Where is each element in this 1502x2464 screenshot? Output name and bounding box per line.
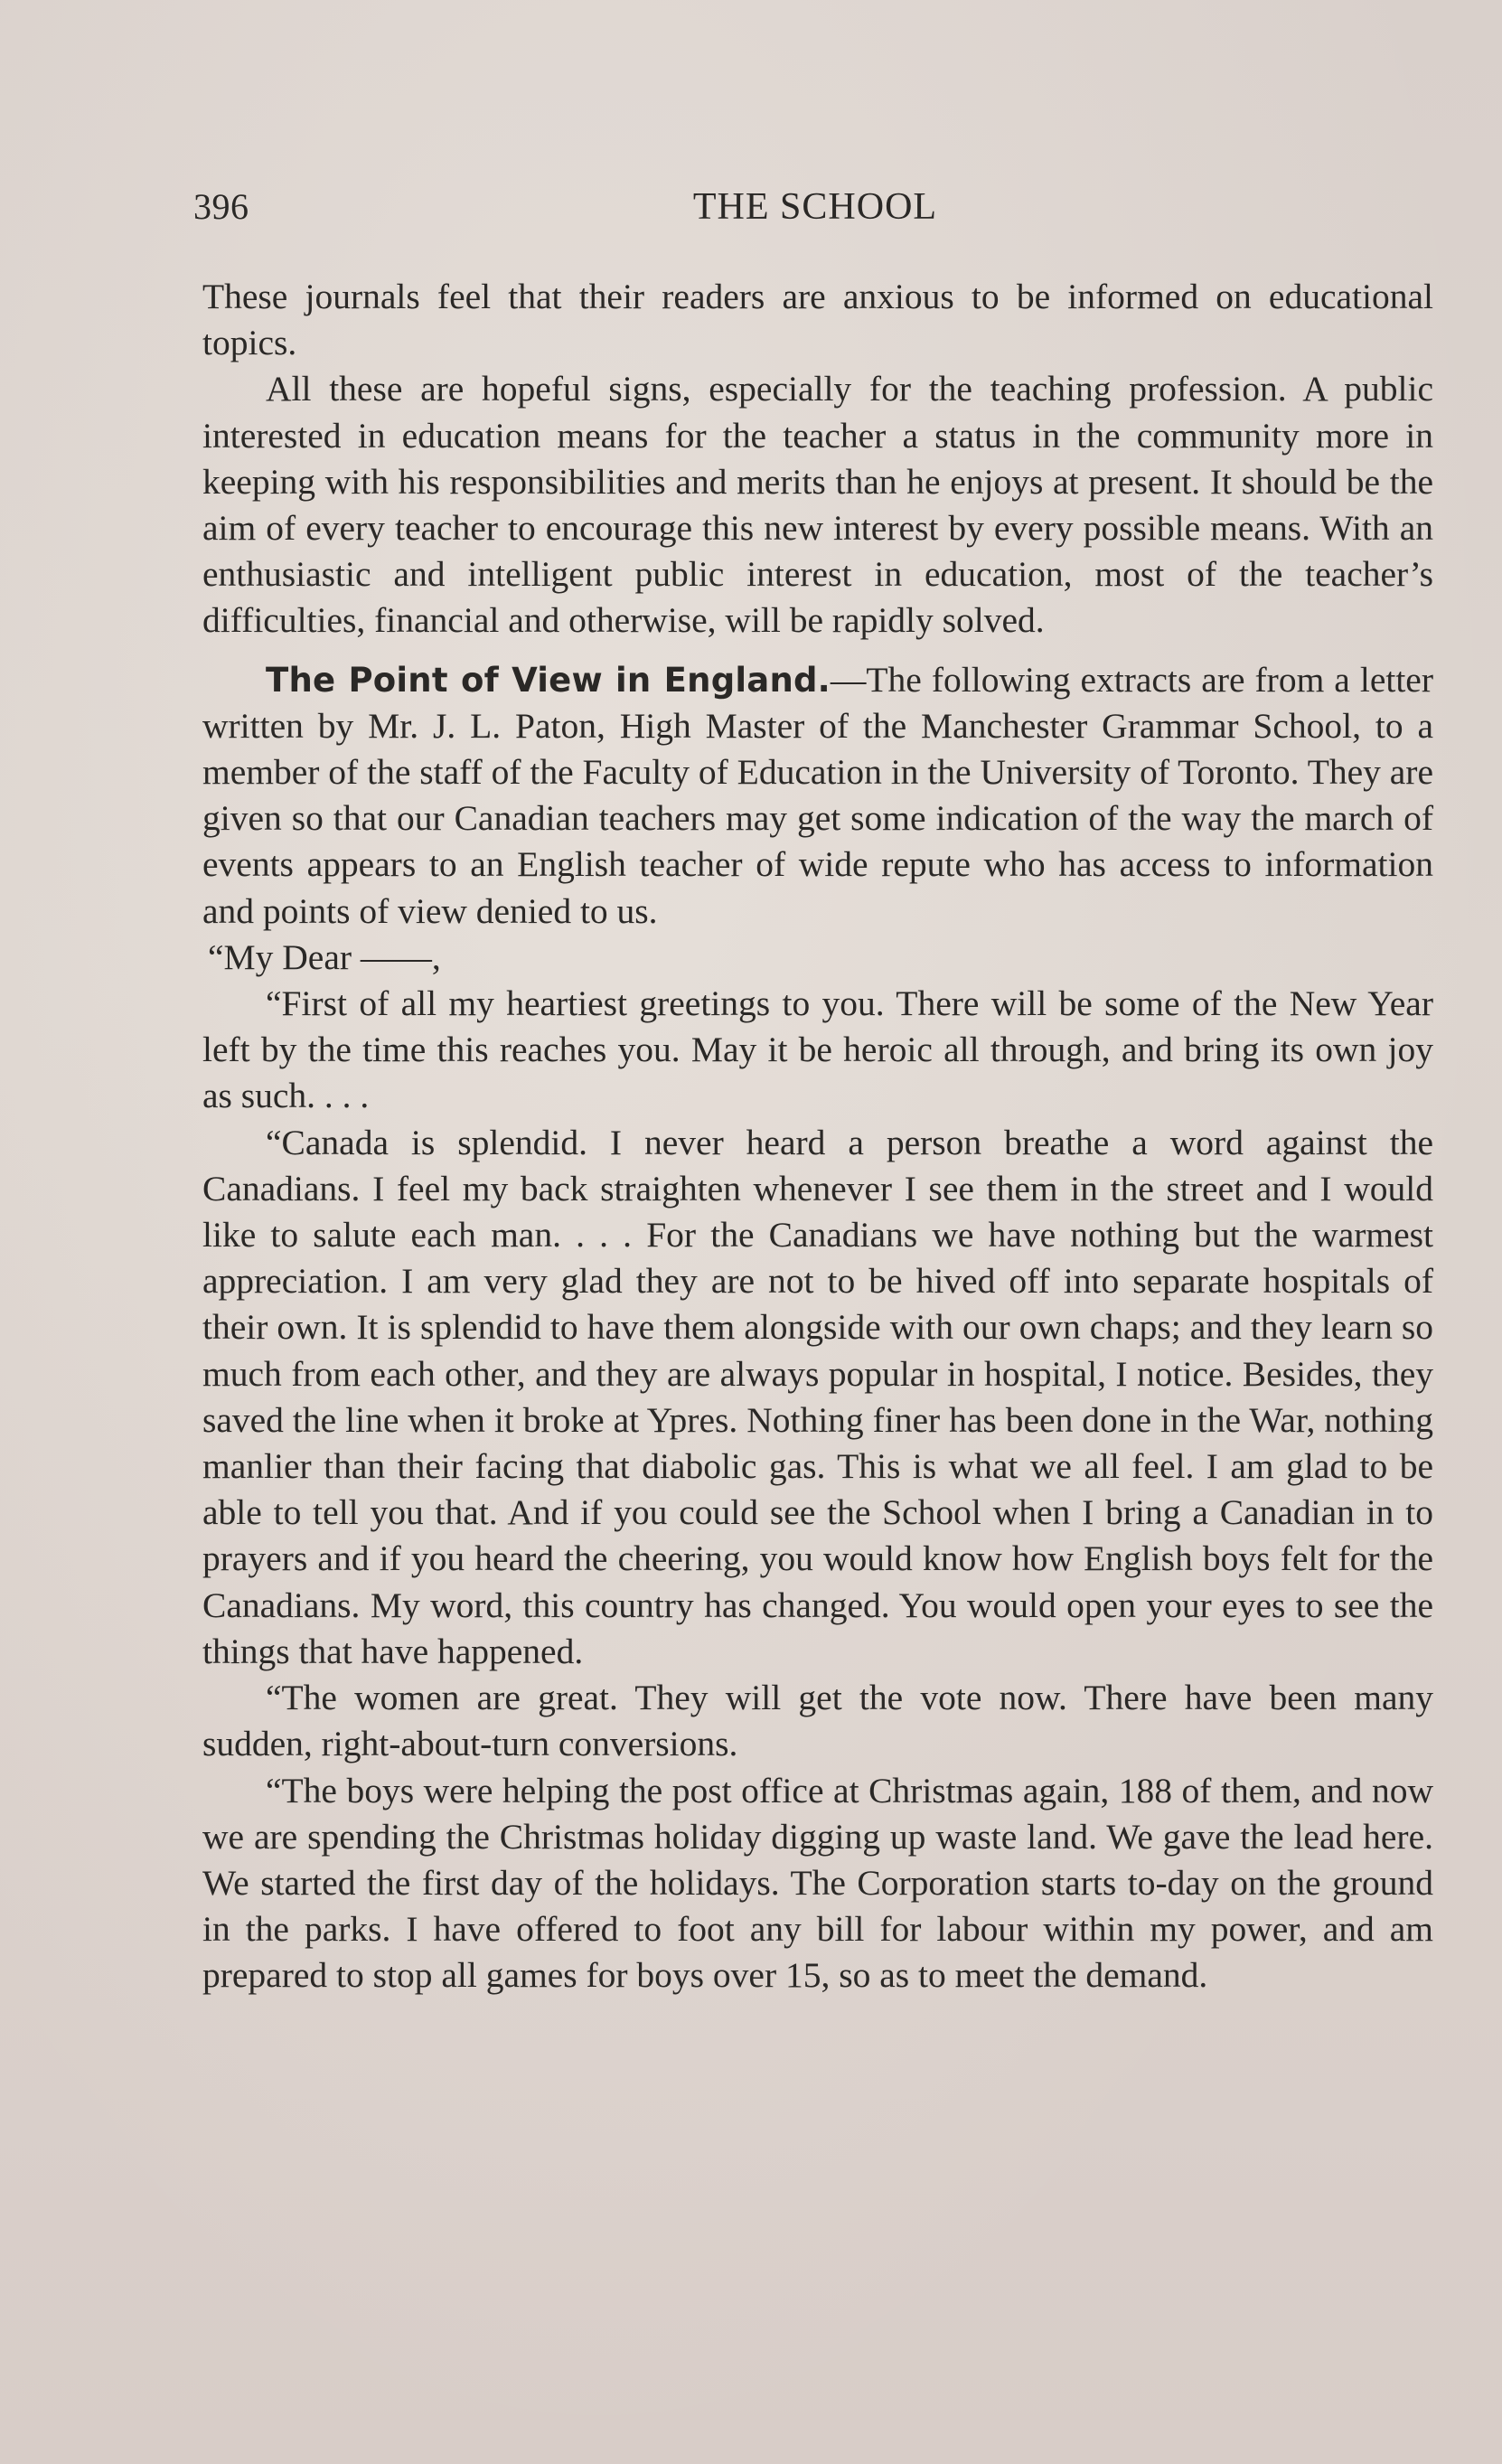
- letter-paragraph-women: “The women are great. They will get the vote now. There have been many sudden, right-about-turn conversions.: [202, 1678, 1433, 1764]
- section-heading: The Point of View in England.: [266, 660, 831, 700]
- letter-paragraph-canada: “Canada is splendid. I never heard a person breathe a word against the Canadians. I feel my back straighten whenever I see them in the street and I would like to salute each man. . . . For the Canadians we have nothing but the warmest appreciation. I am very glad they are not to be hived off into separate hospitals of their own. It is splendid to have them alongside with our own chaps; and they learn so much from each other, and they are always popular in hospital, I notice. Besides, they saved the line when it broke at Ypres. Nothing finer has been done in the War, nothing manlier than their facing that diabolic gas. This is what we all feel. I am glad to be able to tell you that. And if you could see the School when I bring a Canadian in to prayers and if you heard the cheering, you would know how English boys felt for the Canadians. My word, this country has changed. You would open your eyes to see the things that have happened.: [202, 1122, 1433, 1671]
- paragraph-point-of-view: [202, 657, 1433, 935]
- letter-salutation: “My Dear ——,: [208, 936, 441, 977]
- page-number: 396: [193, 186, 249, 227]
- running-title: THE SCHOOL: [692, 186, 938, 228]
- running-header: [193, 185, 1437, 240]
- article-body: [202, 274, 1433, 1999]
- paragraph-point-of-view-text: —The following extracts are from a letter written by Mr. J. L. Paton, High Master of the Manchester Grammar School, to a member of the staff of the Faculty of Education in the University of Toronto. They are given so that our Canadian teachers may get some indication of the way the march of events appears to an English teacher of wide repute who has access to information and points of view denied to us.: [202, 659, 1433, 931]
- paragraph-hopeful-signs: All these are hopeful signs, especially for the teaching profession. A public interested in education means for the teacher a status in the community more in keeping with his responsibilities and merits than he enjoys at present. It should be the aim of every teacher to encourage this new interest by every possible means. With an enthusiastic and intelligent public interest in education, most of the teacher’s difficulties, financial and otherwise, will be rapidly solved.: [202, 369, 1433, 641]
- paragraph-continuation: These journals feel that their readers are anxious to be informed on educational topics.: [202, 277, 1433, 363]
- letter-paragraph-greetings: “First of all my heartiest greetings to you. There will be some of the New Year left by the time this reaches you. May it be heroic all through, and bring its own joy as such. . . .: [202, 983, 1433, 1116]
- letter-paragraph-boys: “The boys were helping the post office at Christmas again, 188 of them, and now we are spending the Christmas holiday digging up waste land. We gave the lead here. We started the first day of the holidays. The Corporation starts to-day on the ground in the parks. I have offered to foot any bill for labour within my power, and am prepared to stop all games for boys over 15, so as to meet the demand.: [202, 1770, 1433, 1996]
